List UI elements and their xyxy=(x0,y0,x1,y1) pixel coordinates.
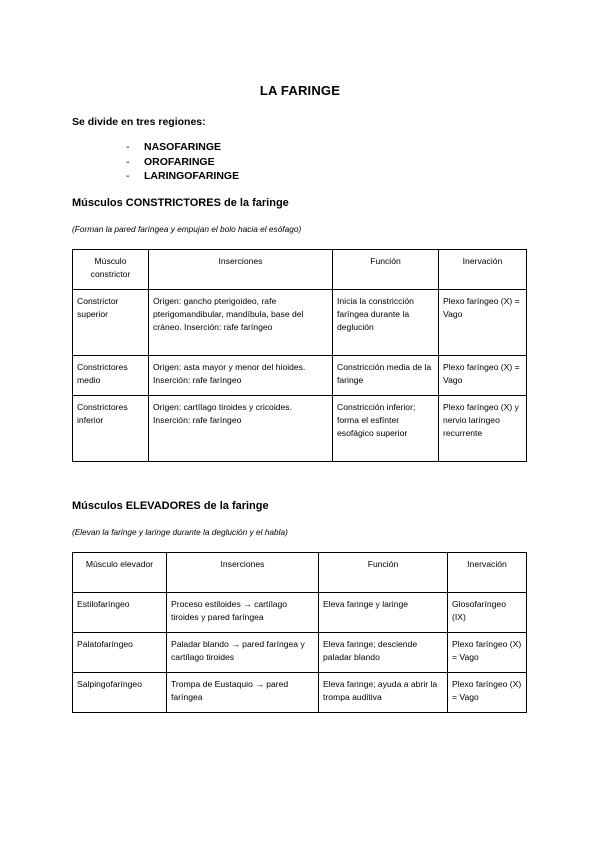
table-cell: Eleva faringe; ayuda a abrir la trompa auditiva xyxy=(319,673,448,713)
column-header: Inserciones xyxy=(149,250,333,290)
list-item xyxy=(126,140,239,155)
table-cell: Salpingofaríngeo xyxy=(73,673,167,713)
table-cell: Origen: asta mayor y menor del hioides. Inserción: rafe faríngeo xyxy=(149,356,333,396)
column-header: Función xyxy=(319,553,448,593)
column-header: Músculo elevador xyxy=(73,553,167,593)
table-cell: Origen: gancho pterigoideo, rafe pterigomandibular, mandíbula, base del cráneo. Inserción: rafe faríngeo xyxy=(149,290,333,356)
table-cell: Origen: cartílago tiroides y cricoides. Inserción: rafe faríngeo xyxy=(149,396,333,462)
table-cell: Palatofaríngeo xyxy=(73,633,167,673)
region-label: OROFARINGE xyxy=(144,155,215,168)
column-header: Función xyxy=(333,250,439,290)
table-cell: Plexo faríngeo (X) = Vago xyxy=(448,673,527,713)
list-marker: - xyxy=(126,155,130,168)
elevadores-note: (Elevan la faringe y laringe durante la deglución y el habla) xyxy=(72,527,288,537)
constrictores-heading: Músculos CONSTRICTORES de la faringe xyxy=(72,197,289,209)
table-cell: Eleva faringe y laringe xyxy=(319,593,448,633)
table-cell: Constricción inferior; forma el esfínter esofágico superior xyxy=(333,396,439,462)
table-cell: Plexo faríngeo (X) = Vago xyxy=(439,290,527,356)
column-header: Inervación xyxy=(448,553,527,593)
table-cell: Plexo faríngeo (X) = Vago xyxy=(439,356,527,396)
table-cell: Constrictor superior xyxy=(73,290,149,356)
list-item xyxy=(126,155,239,170)
table-cell: Proceso estiloides → cartílago tiroides y pared faríngea xyxy=(167,593,319,633)
list-marker: - xyxy=(126,170,130,182)
table-cell: Eleva faringe; desciende paladar blando xyxy=(319,633,448,673)
table-row xyxy=(73,396,527,462)
table-cell: Plexo faríngeo (X) = Vago xyxy=(448,633,527,673)
page-title: LA FARINGE xyxy=(259,83,341,98)
table-cell: Paladar blando → pared faríngea y cartílago tiroides xyxy=(167,633,319,673)
region-label: LARINGOFARINGE xyxy=(144,170,240,182)
table-cell: Glosofaríngeo (IX) xyxy=(448,593,527,633)
column-header: Músculo constrictor xyxy=(73,250,149,290)
table-cell: Plexo faríngeo (X) y nervio laríngeo recurrente xyxy=(439,396,527,462)
list-marker: - xyxy=(126,141,130,153)
table-row xyxy=(73,633,527,673)
column-header: Inervación xyxy=(439,250,527,290)
table-cell: Inicia la constricción faríngea durante la deglución xyxy=(333,290,439,356)
table-row xyxy=(73,290,527,356)
regions-list xyxy=(126,140,239,184)
table-header-row xyxy=(73,553,527,593)
table-header-row xyxy=(73,250,527,290)
table-row xyxy=(73,593,527,633)
intro-text: Se divide en tres regiones: xyxy=(72,116,206,128)
list-item xyxy=(126,169,239,184)
table-cell: Constricción media de la faringe xyxy=(333,356,439,396)
table-cell: Constrictores medio xyxy=(73,356,149,396)
elevadores-heading: Músculos ELEVADORES de la faringe xyxy=(72,500,269,512)
table-cell: Constrictores inferior xyxy=(73,396,149,462)
table-cell: Estilofaríngeo xyxy=(73,593,167,633)
region-label: NASOFARINGE xyxy=(144,141,222,153)
column-header: Inserciones xyxy=(167,553,319,593)
elevadores-table xyxy=(72,552,527,713)
constrictores-table xyxy=(72,249,527,462)
table-cell: Trompa de Eustaquio → pared faríngea xyxy=(167,673,319,713)
table-row xyxy=(73,356,527,396)
table-row xyxy=(73,673,527,713)
constrictores-note: (Forman la pared faríngea y empujan el bolo hacia el esófago) xyxy=(72,224,302,234)
